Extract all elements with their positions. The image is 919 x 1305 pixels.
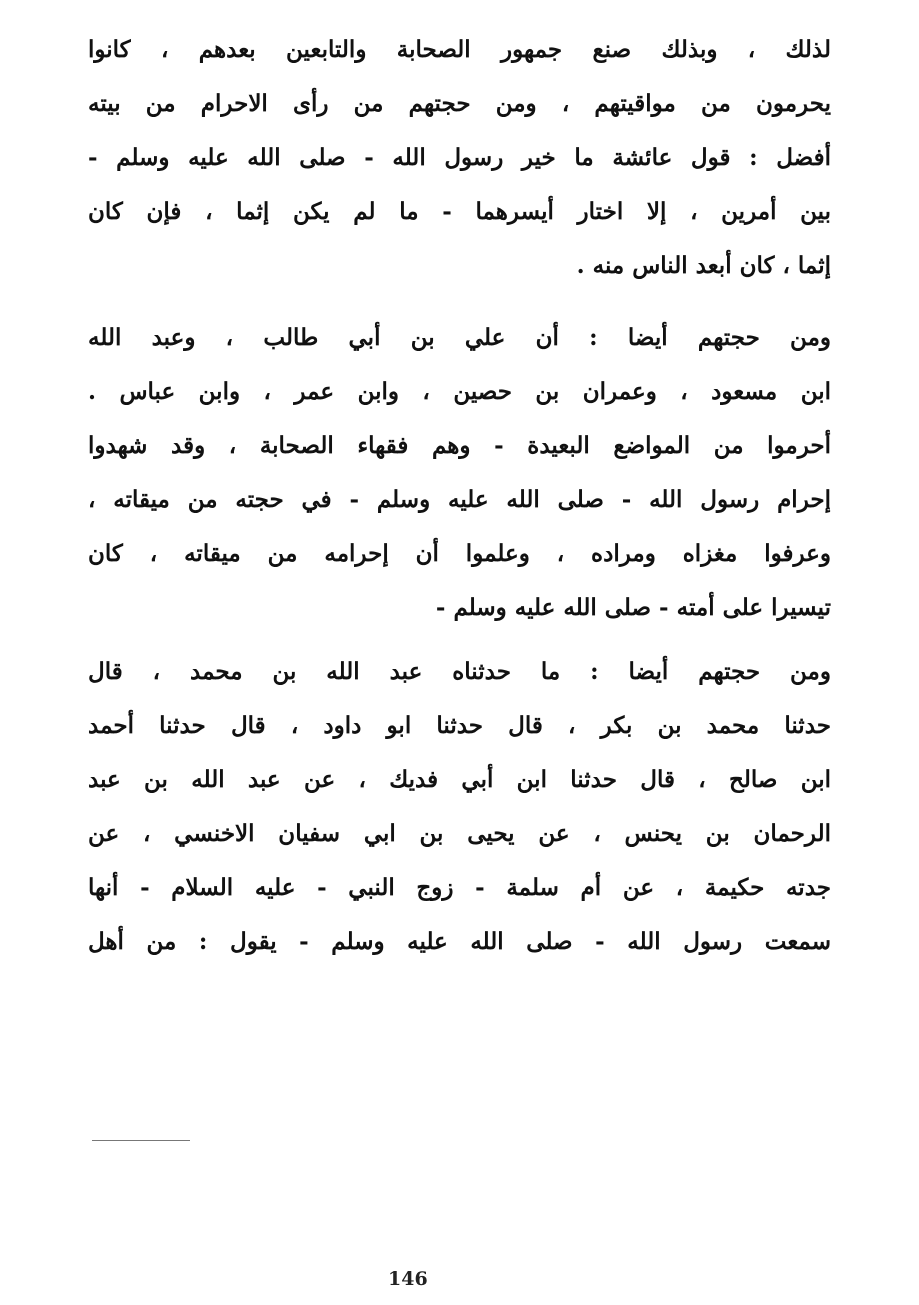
text-line: ومن حجتهم أيضا : ما حدثناه عبد الله بن محمد ، قال [88, 658, 831, 685]
text-line: ابن صالح ، قال حدثنا ابن أبي فديك ، عن عبد الله بن عبد [88, 766, 831, 793]
text-line: إثما ، كان أبعد الناس منه . [576, 252, 831, 279]
text-line: جدته حكيمة ، عن أم سلمة - زوج النبي - عليه السلام - أنها [88, 874, 831, 901]
text-line: يحرمون من مواقيتهم ، ومن حجتهم من رأى الاحرام من بيته [88, 90, 831, 117]
text-line: وعرفوا مغزاه ومراده ، وعلموا أن إحرامه من ميقاته ، كان [88, 540, 831, 567]
text-line: ومن حجتهم أيضا : أن علي بن أبي طالب ، وعبد الله [88, 324, 831, 351]
paragraph-2 [88, 326, 831, 650]
text-line: إحرام رسول الله - صلى الله عليه وسلم - في حجته من ميقاته ، [88, 486, 831, 513]
paragraph-1 [88, 38, 831, 308]
text-line: أحرموا من المواضع البعيدة - وهم فقهاء الصحابة ، وقد شهدوا [88, 432, 831, 459]
text-line: تيسيرا على أمته - صلى الله عليه وسلم - [435, 594, 831, 621]
page-number: 146 [388, 1268, 428, 1290]
paragraph-3 [88, 660, 831, 984]
text-line: بين أمرين ، إلا اختار أيسرهما - ما لم يكن إثما ، فإن كان [88, 198, 831, 225]
text-line: سمعت رسول الله - صلى الله عليه وسلم - يقول : من أهل [88, 928, 831, 955]
text-line: الرحمان بن يحنس ، عن يحيى بن ابي سفيان الاخنسي ، عن [88, 820, 831, 847]
footnote-divider [92, 1140, 190, 1141]
text-line: حدثنا محمد بن بكر ، قال حدثنا ابو داود ، قال حدثنا أحمد [88, 712, 831, 739]
text-line: أفضل : قول عائشة ما خير رسول الله - صلى الله عليه وسلم - [88, 144, 831, 171]
text-line: ابن مسعود ، وعمران بن حصين ، وابن عمر ، وابن عباس . [88, 378, 831, 405]
text-line: لذلك ، وبذلك صنع جمهور الصحابة والتابعين بعدهم ، كانوا [88, 36, 831, 63]
